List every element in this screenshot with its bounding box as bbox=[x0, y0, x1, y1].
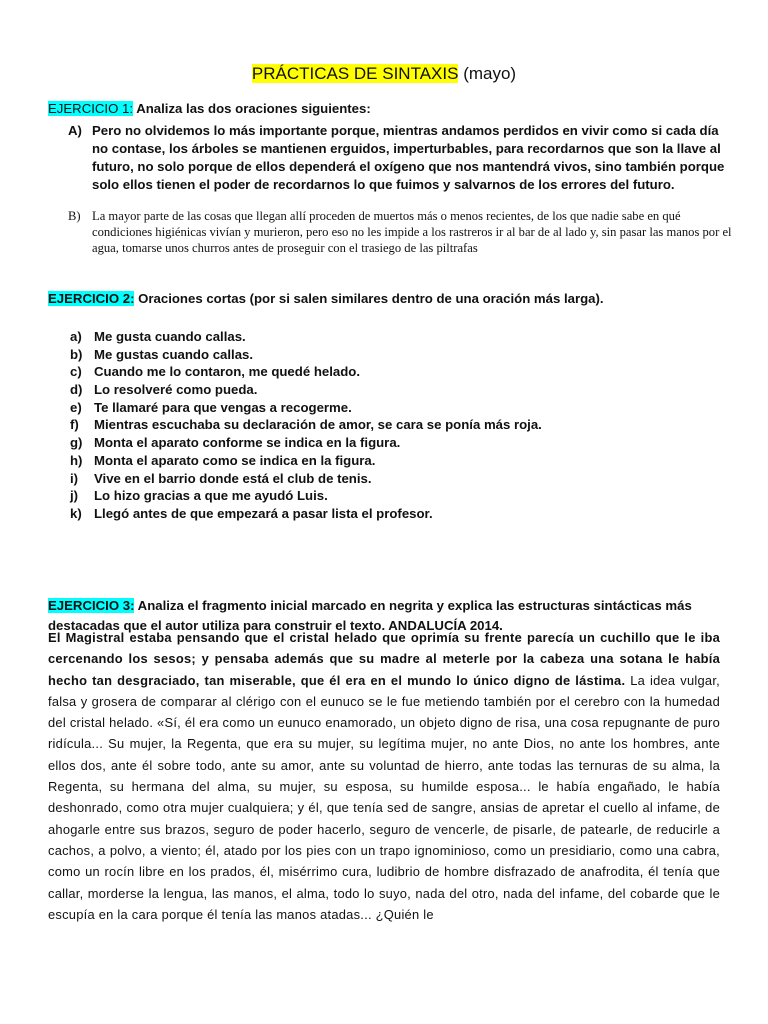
sentence-a-text: Pero no olvidemos lo más importante porque, mientras andamos perdidos en vivir como si cada día no contase, los árboles se mantienen erguidos, imperturbables, para recordarnos que son la llave al futuro, no solo porque de ellos dependerá el oxígeno que nos mantendrá vivos, sino también porque solo ellos tienen el poder de recordarnos lo que fuimos y salvarnos de los errores del futuro. bbox=[92, 123, 725, 192]
list-item bbox=[48, 487, 542, 505]
list-marker: d) bbox=[70, 382, 83, 398]
list-text: Cuando me lo contaron, me quedé helado. bbox=[94, 364, 360, 380]
list-marker: k) bbox=[70, 505, 82, 521]
list-item bbox=[48, 346, 542, 364]
list-item bbox=[48, 381, 542, 399]
list-text: Monta el aparato conforme se indica en la figura. bbox=[94, 435, 401, 451]
list-marker: i) bbox=[70, 470, 79, 486]
page-title bbox=[0, 64, 768, 84]
list-item bbox=[48, 399, 542, 417]
title-suffix: (mayo) bbox=[463, 64, 517, 83]
title-main: PRÁCTICAS DE SINTAXIS bbox=[251, 64, 459, 83]
list-text: Lo hizo gracias a que me ayudó Luis. bbox=[94, 488, 328, 504]
literary-passage bbox=[48, 627, 720, 925]
sentence-b-text: La mayor parte de las cosas que llegan allí proceden de muertos más o menos recientes, de los que nadie sabe en qué condiciones higiénicas vivían y murieron, pero eso no les impide a los rastreros ir al bar de al lado y, sin pasar las manos por el agua, tomarse unos churros antes de proseguir con el trasiego de las piltrafas bbox=[92, 209, 732, 255]
list-item bbox=[48, 505, 542, 523]
list-text: Me gusta cuando callas. bbox=[94, 329, 246, 344]
list-marker: c) bbox=[70, 364, 82, 380]
list-marker: e) bbox=[70, 399, 82, 415]
exercise-1-sentence-a bbox=[68, 122, 728, 194]
exercise-1-instruction: Analiza las dos oraciones siguientes: bbox=[136, 101, 371, 116]
exercise-3-instruction: Analiza el fragmento inicial marcado en negrita y explica las estructuras sintácticas más destacadas que el autor utiliza para construir el texto. ANDALUCÍA 2014. bbox=[48, 598, 692, 633]
exercise-2-heading bbox=[48, 291, 604, 306]
exercise-2-label: EJERCICIO 2: bbox=[48, 291, 135, 306]
passage-bold-fragment: El Magistral estaba pensando que el cristal helado que oprimía su frente parecía un cuchillo que le iba cercenando los sesos; y pensaba además que su madre al meterle por la cabeza una sotana le había hecho tan desgraciado, tan miserable, que él era en el mundo lo único digno de lástima. bbox=[48, 630, 720, 688]
list-marker: f) bbox=[70, 417, 79, 433]
exercise-1-sentence-b bbox=[68, 208, 740, 256]
exercise-3-label: EJERCICIO 3: bbox=[48, 598, 135, 613]
list-item bbox=[48, 328, 542, 346]
exercise-2-instruction: Oraciones cortas (por si salen similares dentro de una oración más larga). bbox=[138, 291, 604, 306]
list-text: Te llamaré para que vengas a recogerme. bbox=[94, 399, 352, 415]
list-item bbox=[48, 363, 542, 381]
exercise-1-heading bbox=[48, 101, 371, 116]
list-item bbox=[48, 470, 542, 488]
list-text: Monta el aparato como se indica en la figura. bbox=[94, 452, 376, 468]
list-text: Vive en el barrio donde está el club de tenis. bbox=[94, 470, 372, 486]
list-marker: a) bbox=[70, 329, 82, 344]
passage-continuation: La idea vulgar, falsa y grosera de comparar al clérigo con el eunuco se le fue metiendo también por el cerebro con la humedad del cristal helado. «Sí, él era como un eunuco enamorado, un objeto digno de risa, una cosa repugnante de puro ridícula... Su mujer, la Regenta, que era su mujer, su legítima mujer, no ante Dios, no ante los hombres, ante ellos dos, ante él sobre todo, ante su amor, ante su voluntad de hierro, ante todas las ternuras de su alma, la Regenta, su hermana del alma, su mujer, su esposa, su humilde esposa... le había engañado, le había deshonrado, como otra mujer cualquiera; y él, que tenía sed de sangre, ansias de apretar el cuello al infame, de ahogarle entre sus brazos, seguro de poder hacerlo, seguro de vencerle, de pisarle, de patearle, de reducirle a cachos, a polvo, a viento; él, atado por los pies con un trapo ignominioso, como un presidiario, como una cabra, como un rocín libre en los prados, él, misérrimo cura, ludibrio de hombre disfrazado de anafrodita, él tenía que callar, morderse la lengua, las manos, el alma, todo lo suyo, nada del otro, nada del infame, del cobarde que le escupía en la cara porque él tenía las manos atadas... ¿Quién le bbox=[48, 672, 720, 922]
list-text: Llegó antes de que empezará a pasar lista el profesor. bbox=[94, 505, 433, 521]
list-item bbox=[48, 452, 542, 470]
list-item bbox=[48, 434, 542, 452]
list-marker: g) bbox=[70, 435, 83, 451]
list-text: Me gustas cuando callas. bbox=[94, 346, 254, 362]
list-item bbox=[48, 416, 542, 434]
sentence-a-marker: A) bbox=[68, 123, 82, 138]
list-marker: j) bbox=[70, 488, 79, 504]
list-text: Lo resolveré como pueda. bbox=[94, 382, 258, 398]
list-marker: b) bbox=[70, 346, 83, 362]
list-text: Mientras escuchaba su declaración de amor, se cara se ponía más roja. bbox=[94, 417, 542, 433]
exercise-2-list bbox=[48, 328, 542, 523]
exercise-1-label: EJERCICIO 1: bbox=[48, 101, 134, 116]
sentence-b-marker: B) bbox=[68, 209, 81, 223]
list-marker: h) bbox=[70, 452, 83, 468]
